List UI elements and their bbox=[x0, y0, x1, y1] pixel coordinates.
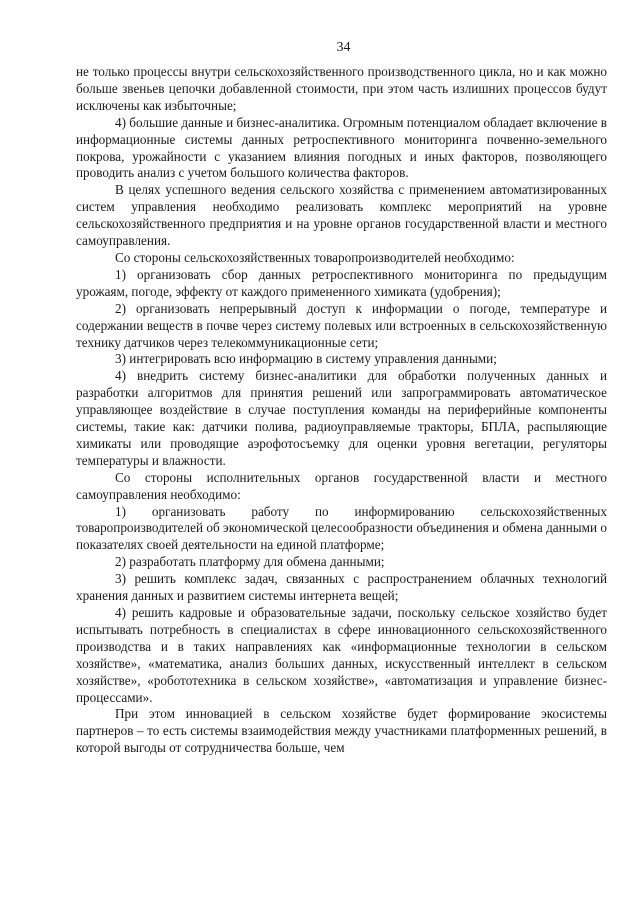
paragraph: 3) решить комплекс задач, связанных с распространением облачных технологий хранения данных и развитием системы интернета вещей; bbox=[76, 571, 607, 604]
paragraph: 4) решить кадровые и образовательные задачи, поскольку сельское хозяйство будет испытывать потребность в специалистах в сфере инновационного сельскохозяйственного производства и в таких направлениях как «информационные технологии в сельском хозяйстве», «математика, анализ больших данных, искусственный интеллект в сельском хозяйстве», «робототехника в сельском хозяйстве», «автоматизация и управление бизнес-процессами». bbox=[76, 605, 607, 705]
paragraph: 4) внедрить систему бизнес-аналитики для обработки полученных данных и разработки алгоритмов для принятия решений или запрограммировать автоматическое управляющее воздействие в случае поступления команды на периферийные компоненты системы, такие как: датчики полива, радиоуправляемые тракторы, БПЛА, распыляющие химикаты или проводящие аэрофотосъемку для оценки уровня вегетации, регуляторы температуры и влажности. bbox=[76, 368, 607, 468]
paragraph: 4) большие данные и бизнес-аналитика. Огромным потенциалом обладает включение в информационные системы данных ретроспективного мониторинга почвенно-земельного покрова, урожайности с указанием влияния погодных и иных факторов, позволяющего проводить анализ с учетом большого количества факторов. bbox=[76, 114, 607, 181]
page-number: 34 bbox=[336, 40, 351, 55]
body-text bbox=[76, 64, 607, 757]
paragraph: 1) организовать работу по информированию сельскохозяйственных товаропроизводителей об экономической целесообразности объединения и обмена данными о показателях своей деятельности на единой платформе; bbox=[76, 503, 607, 553]
paragraph: 1) организовать сбор данных ретроспективного мониторинга по предыдущим урожаям, погоде, эффекту от каждого примененного химиката (удобрения); bbox=[76, 266, 607, 299]
paragraph: При этом инновацией в сельском хозяйстве будет формирование экосистемы партнеров – то есть системы взаимодействия между участниками платформенных решений, в которой выгоды от сотрудничества больше, чем bbox=[76, 706, 607, 756]
paragraph: В целях успешного ведения сельского хозяйства с применением автоматизированных систем управления необходимо реализовать комплекс мероприятий на уровне сельскохозяйственного предприятия и на уровне органов государственной власти и местного самоуправления. bbox=[76, 182, 607, 249]
paragraph: не только процессы внутри сельскохозяйственного производственного цикла, но и как можно больше звеньев цепочки добавленной стоимости, при этом часть излишних процессов будут исключены как избыточные; bbox=[76, 64, 607, 113]
paragraph: 2) организовать непрерывный доступ к информации о погоде, температуре и содержании веществ в почве через систему полевых или встроенных в сельскохозяйственную технику датчиков через телекоммуникационные сети; bbox=[76, 300, 607, 350]
paragraph: 3) интегрировать всю информацию в систему управления данными; bbox=[115, 351, 497, 367]
paragraph: Со стороны исполнительных органов государственной власти и местного самоуправления необходимо: bbox=[76, 469, 607, 502]
paragraph: Со стороны сельскохозяйственных товаропроизводителей необходимо: bbox=[115, 249, 515, 265]
paragraph: 2) разработать платформу для обмена данными; bbox=[115, 554, 385, 570]
